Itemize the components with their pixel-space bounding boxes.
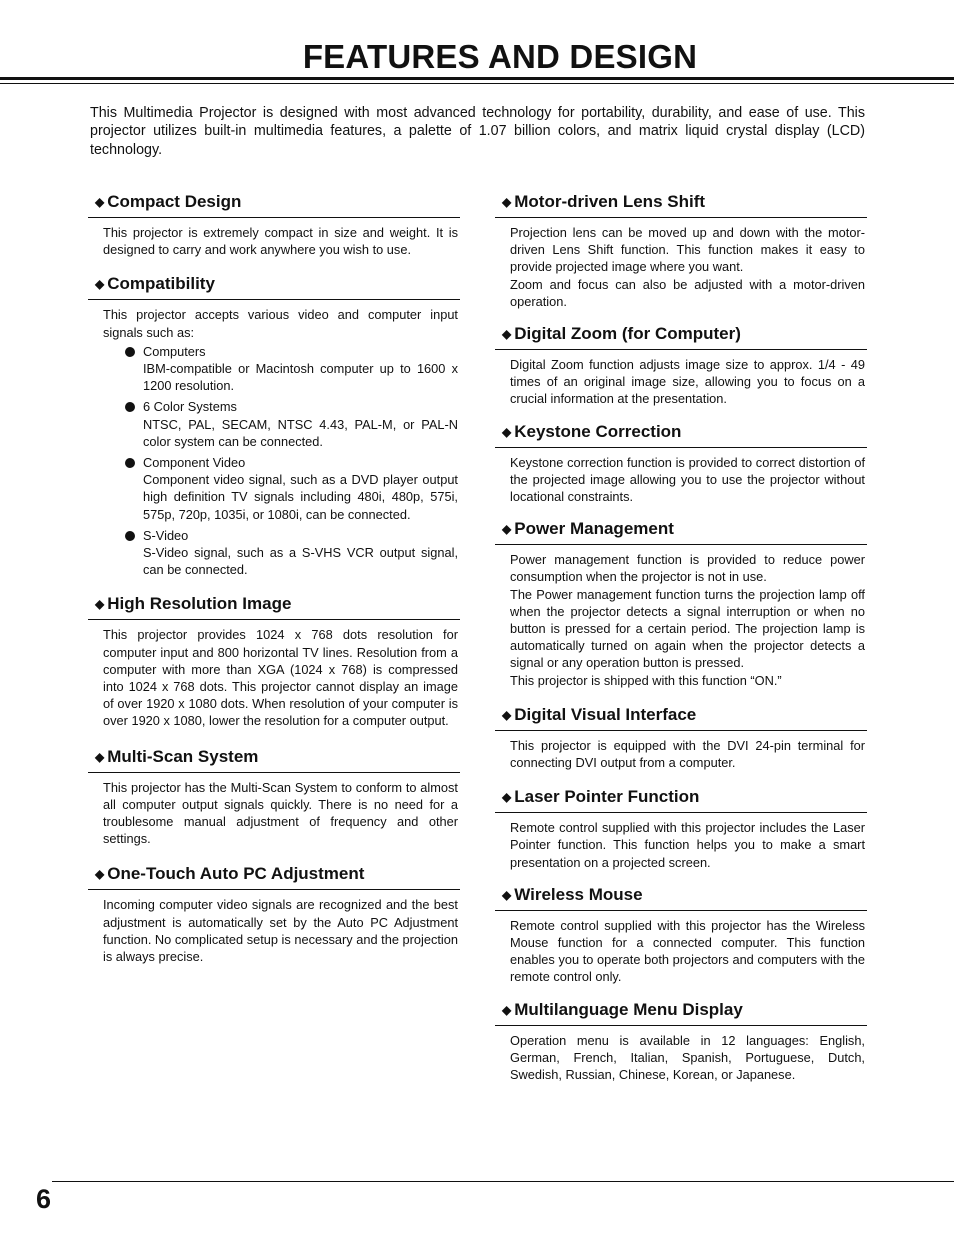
section-text: Power management function is provided to reduce power consumption when the projector is not in use. bbox=[510, 552, 865, 585]
section-title: Compatibility bbox=[107, 274, 215, 294]
diamond-bullet-icon: ◆ bbox=[502, 790, 512, 805]
bullet-dot-icon bbox=[125, 402, 135, 412]
section-heading bbox=[88, 864, 460, 890]
section-body bbox=[88, 773, 460, 848]
list-item-text: IBM-compatible or Macintosh computer up to 1600 x 1200 resolution. bbox=[143, 361, 458, 394]
list-item-title: Computers bbox=[143, 343, 206, 359]
section-body bbox=[88, 300, 460, 578]
section-title: Laser Pointer Function bbox=[514, 787, 700, 807]
list-item bbox=[103, 454, 458, 523]
section-text: Remote control supplied with this projector includes the Laser Pointer function. This function helps you to make a smart presentation on a projected screen. bbox=[510, 820, 865, 870]
section-body bbox=[88, 890, 460, 965]
section-text: The Power management function turns the projection lamp off when the projector detects a signal interruption or when no button is pressed for a certain period. The projection lamp is automatically turned on again when the projector detects a signal or any operation button is pressed. bbox=[510, 586, 865, 671]
intro-paragraph: This Multimedia Projector is designed with most advanced technology for portability, durability, and ease of use. This projector utilizes built-in multimedia features, a palette of 1.07 billion colors, and matrix liquid crystal display (LCD) technology. bbox=[90, 105, 865, 158]
section-body bbox=[495, 350, 867, 408]
section-text: This projector accepts various video and computer input signals such as: bbox=[103, 307, 458, 340]
section-power-management bbox=[495, 519, 867, 689]
list-item bbox=[103, 343, 458, 395]
section-heading bbox=[88, 747, 460, 773]
section-text: Incoming computer video signals are recognized and the best adjustment is automatically set by the Auto PC Adjustment function. No complicated setup is necessary and the projection is always precise. bbox=[103, 897, 458, 965]
section-heading bbox=[495, 422, 867, 448]
section-body bbox=[495, 911, 867, 986]
list-item-title: 6 Color Systems bbox=[143, 399, 237, 415]
section-one-touch-auto-pc bbox=[88, 864, 460, 965]
section-heading bbox=[495, 324, 867, 350]
list-item-title: Component Video bbox=[143, 455, 246, 471]
section-heading bbox=[495, 1000, 867, 1026]
section-digital-visual-interface bbox=[495, 705, 867, 771]
section-body bbox=[495, 1026, 867, 1084]
footer-rule bbox=[52, 1181, 954, 1182]
signal-list bbox=[103, 343, 458, 579]
section-text: Projection lens can be moved up and down with the motor-driven Lens Shift function. This function makes it easy to provide projected image where you want. bbox=[510, 225, 865, 275]
section-body bbox=[88, 620, 460, 729]
section-keystone-correction bbox=[495, 422, 867, 506]
list-item bbox=[103, 527, 458, 579]
diamond-bullet-icon: ◆ bbox=[502, 424, 512, 439]
section-multi-scan-system bbox=[88, 747, 460, 848]
diamond-bullet-icon: ◆ bbox=[95, 195, 105, 209]
list-item-text: S-Video signal, such as a S-VHS VCR output signal, can be connected. bbox=[143, 545, 458, 578]
section-title: One-Touch Auto PC Adjustment bbox=[107, 864, 365, 884]
section-title: Digital Zoom (for Computer) bbox=[514, 324, 741, 344]
section-title: Multilanguage Menu Display bbox=[514, 999, 743, 1019]
diamond-bullet-icon: ◆ bbox=[95, 277, 105, 292]
section-heading bbox=[88, 594, 460, 620]
diamond-bullet-icon: ◆ bbox=[502, 1002, 512, 1017]
section-text: Digital Zoom function adjusts image size to approx. 1/4 - 49 times of an original image size, allowing you to focus on a crucial information at the presentation. bbox=[510, 357, 865, 407]
section-body bbox=[495, 545, 867, 689]
bullet-dot-icon bbox=[125, 458, 135, 468]
section-text: Operation menu is available in 12 languages: English, German, French, Italian, Spanish, Portuguese, Dutch, Swedish, Russian, Chinese, Korean, or Japanese. bbox=[510, 1032, 865, 1083]
list-item bbox=[103, 398, 458, 450]
page-title: FEATURES AND DESIGN bbox=[302, 38, 698, 75]
list-item-text: Component video signal, such as a DVD player output high definition TV signals including 480i, 480p, 575i, 575p, 720p, 1035i, or 1080i, can be connected. bbox=[143, 472, 458, 522]
section-text: This projector has the Multi-Scan System to conform to almost all computer output signals quickly. There is no need for a troublesome manual adjustment of frequency and other settings. bbox=[103, 779, 458, 847]
diamond-bullet-icon: ◆ bbox=[502, 327, 512, 342]
section-text: Zoom and focus can also be adjusted with a motor-driven operation. bbox=[510, 276, 865, 309]
right-column bbox=[495, 192, 867, 1097]
section-body bbox=[88, 218, 460, 258]
section-text: Remote control supplied with this projector has the Wireless Mouse function for a connected computer. This function enables you to operate both projectors and computers with the remote control only. bbox=[510, 917, 865, 985]
section-heading bbox=[495, 705, 867, 731]
bullet-dot-icon bbox=[125, 347, 135, 357]
section-title: Compact Design bbox=[107, 192, 242, 211]
title-rule-thin bbox=[0, 83, 954, 84]
section-text: This projector is shipped with this function “ON.” bbox=[510, 672, 782, 688]
section-text: This projector is extremely compact in size and weight. It is designed to carry and work anywhere you wish to use. bbox=[103, 225, 458, 258]
section-wireless-mouse bbox=[495, 885, 867, 986]
section-heading bbox=[495, 885, 867, 911]
section-body bbox=[495, 448, 867, 506]
diamond-bullet-icon: ◆ bbox=[95, 597, 105, 612]
left-column bbox=[88, 192, 460, 979]
diamond-bullet-icon: ◆ bbox=[502, 887, 512, 902]
bullet-dot-icon bbox=[125, 531, 135, 541]
section-title: Wireless Mouse bbox=[514, 884, 643, 904]
section-body bbox=[495, 731, 867, 771]
page-number: 6 bbox=[36, 1184, 52, 1214]
list-item-text: NTSC, PAL, SECAM, NTSC 4.43, PAL-M, or PAL-N color system can be connected. bbox=[143, 416, 458, 449]
diamond-bullet-icon: ◆ bbox=[95, 867, 105, 882]
section-high-resolution-image bbox=[88, 594, 460, 729]
section-title: Keystone Correction bbox=[514, 421, 682, 441]
section-title: Digital Visual Interface bbox=[514, 704, 697, 724]
section-heading bbox=[88, 192, 460, 218]
section-title: Power Management bbox=[514, 519, 674, 539]
section-compatibility bbox=[88, 274, 460, 578]
section-compact-design bbox=[88, 192, 460, 258]
section-body bbox=[495, 218, 867, 310]
diamond-bullet-icon: ◆ bbox=[502, 522, 512, 537]
section-heading bbox=[495, 787, 867, 813]
diamond-bullet-icon: ◆ bbox=[502, 707, 512, 722]
diamond-bullet-icon: ◆ bbox=[502, 195, 512, 209]
section-body bbox=[495, 813, 867, 871]
section-laser-pointer-function bbox=[495, 787, 867, 871]
section-digital-zoom bbox=[495, 324, 867, 408]
section-title: Motor-driven Lens Shift bbox=[514, 192, 706, 211]
section-text: This projector is equipped with the DVI 24-pin terminal for connecting DVI output from a computer. bbox=[510, 737, 865, 771]
section-title: High Resolution Image bbox=[107, 594, 292, 614]
section-text: Keystone correction function is provided to correct distortion of the projected image allowing you to use the projector without locational constraints. bbox=[510, 454, 865, 505]
section-heading bbox=[88, 274, 460, 300]
section-text: This projector provides 1024 x 768 dots resolution for computer input and 800 horizontal TV lines. Resolution from a computer with more than XGA (1024 x 768) is compressed into 1024 x 768 dots. This projector cannot display an image of over 1920 x 1080 dots. When resolution of your computer is over 1920 x 1080, lower the resolution for a computer output. bbox=[103, 627, 458, 729]
section-title: Multi-Scan System bbox=[107, 746, 259, 766]
list-item-title: S-Video bbox=[143, 527, 189, 543]
section-heading bbox=[495, 519, 867, 545]
section-heading bbox=[495, 192, 867, 218]
diamond-bullet-icon: ◆ bbox=[95, 749, 105, 764]
title-rule-thick bbox=[0, 77, 954, 80]
section-multilanguage-menu-display bbox=[495, 1000, 867, 1084]
section-motor-driven-lens-shift bbox=[495, 192, 867, 310]
